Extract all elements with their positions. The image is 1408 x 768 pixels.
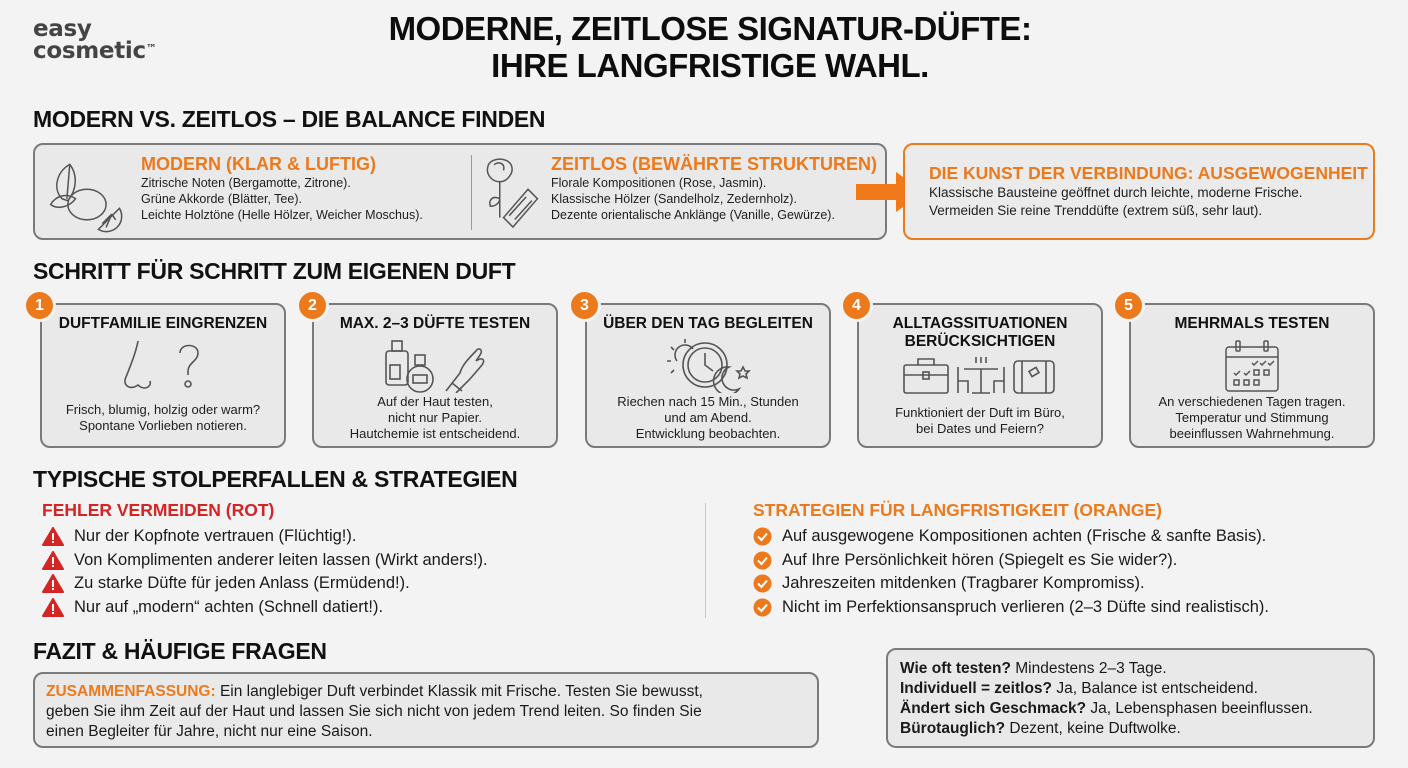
errors-list	[42, 500, 488, 619]
strategy-item	[753, 596, 1269, 620]
strategy-text: Auf ausgewogene Kompositionen achten (Frische & sanfte Basis).	[782, 527, 1267, 546]
kunst-title: DIE KUNST DER VERBINDUNG: AUSGEWOGENHEIT	[929, 163, 1368, 183]
step-badge-4: 4	[843, 292, 870, 319]
rose-wood-icon	[479, 151, 545, 237]
perfume-bottles-wrist-icon	[380, 337, 490, 393]
step-title	[859, 315, 1101, 351]
strategies-list	[753, 500, 1269, 619]
step-card-1	[40, 303, 286, 448]
faq-panel	[886, 648, 1375, 748]
error-item	[42, 525, 488, 549]
warning-triangle-icon	[42, 527, 64, 546]
warning-triangle-icon	[42, 574, 64, 593]
step-title-line2: BERÜCKSICHTIGEN	[904, 333, 1056, 350]
errors-title: FEHLER VERMEIDEN (ROT)	[42, 500, 275, 520]
step-line: und am Abend.	[664, 410, 752, 425]
error-text: Von Komplimenten anderer leiten lassen (Wirkt anders!).	[74, 550, 488, 569]
step-badge-3: 3	[571, 292, 598, 319]
faq-question: Individuell = zeitlos?	[900, 680, 1053, 697]
zeitlos-line: Dezente orientalische Anklänge (Vanille, Gewürze).	[551, 208, 835, 222]
summary-text: geben Sie ihm Zeit auf der Haut und lassen Sie sich nicht von jedem Trend leiten. So finden Sie	[46, 703, 702, 720]
step-card-3	[585, 303, 831, 448]
step-badge-1: 1	[26, 292, 53, 319]
faq-answer: Dezent, keine Duftwolke.	[1005, 720, 1181, 737]
zeitlos-title: ZEITLOS (BEWÄHRTE STRUKTUREN)	[551, 154, 877, 174]
step-line: Temperatur und Stimmung	[1175, 410, 1329, 425]
faq-question: Ändert sich Geschmack?	[900, 700, 1087, 717]
column-divider	[471, 155, 472, 230]
step-card-2	[312, 303, 558, 448]
step-title: DUFTFAMILIE EINGRENZEN	[58, 315, 268, 332]
step-title-line1: ALLTAGSSITUATIONEN	[892, 315, 1068, 332]
step-line: Hautchemie ist entscheidend.	[349, 426, 521, 441]
step-card-4	[857, 303, 1103, 448]
faq-answer: Ja, Balance ist entscheidend.	[1052, 680, 1258, 697]
warning-triangle-icon	[42, 598, 64, 617]
logo-line2: cosmetic	[33, 38, 146, 64]
calendar-checks-icon	[1222, 337, 1282, 393]
brand-logo	[33, 18, 157, 62]
summary-text: Ein langlebiger Duft verbindet Klassik mit Frische. Testen Sie bewusst,	[215, 683, 703, 700]
zeitlos-column	[479, 145, 877, 238]
step-line: Funktioniert der Duft im Büro,	[895, 405, 1065, 420]
step-title: MEHRMALS TESTEN	[1174, 315, 1330, 332]
page-title	[300, 10, 1120, 84]
strategy-item	[753, 549, 1269, 573]
check-circle-icon	[753, 527, 772, 546]
step-line: Spontane Vorlieben notieren.	[79, 418, 247, 433]
strategy-text: Nicht im Perfektionsanspruch verlieren (2–3 Düfte sind realistisch).	[782, 597, 1269, 616]
citrus-leaf-icon	[43, 151, 129, 237]
trademark: ™	[145, 42, 157, 55]
step-card-5	[1129, 303, 1375, 448]
faq-question: Wie oft testen?	[900, 660, 1011, 677]
strategies-title: STRATEGIEN FÜR LANGFRISTIGKEIT (ORANGE)	[753, 500, 1162, 520]
faq-item	[900, 679, 1373, 699]
section-heading-pitfalls: TYPISCHE STOLPERFALLEN & STRATEGIEN	[33, 466, 518, 492]
title-line1: MODERNE, ZEITLOSE SIGNATUR-DÜFTE:	[388, 10, 1032, 47]
step-title: ÜBER DEN TAG BEGLEITEN	[603, 315, 813, 332]
step-line: nicht nur Papier.	[388, 410, 482, 425]
logo-line1: easy	[33, 16, 92, 42]
zeitlos-line: Florale Kompositionen (Rose, Jasmin).	[551, 176, 767, 190]
kunst-line: Klassische Bausteine geöffnet durch leichte, moderne Frische.	[929, 185, 1303, 200]
title-line2: IHRE LANGFRISTIGE WAHL.	[491, 47, 929, 84]
step-title: MAX. 2–3 DÜFTE TESTEN	[339, 315, 531, 332]
check-circle-icon	[753, 598, 772, 617]
summary-panel	[33, 672, 819, 748]
section-heading-balance: MODERN VS. ZEITLOS – DIE BALANCE FINDEN	[33, 106, 546, 132]
faq-answer: Ja, Lebensphasen beeinflussen.	[1086, 700, 1313, 717]
faq-question: Bürotauglich?	[900, 720, 1006, 737]
section-heading-fazit: FAZIT & HÄUFIGE FRAGEN	[33, 638, 327, 664]
step-line: Auf der Haut testen,	[377, 394, 493, 409]
check-circle-icon	[753, 574, 772, 593]
clock-sun-moon-icon	[663, 337, 753, 393]
error-item	[42, 549, 488, 573]
step-badge-2: 2	[299, 292, 326, 319]
modern-line: Leichte Holztöne (Helle Hölzer, Weicher Moschus).	[141, 208, 423, 222]
step-line: beeinflussen Wahrnehmung.	[1169, 426, 1335, 441]
kunst-panel	[903, 143, 1375, 240]
modern-title: MODERN (KLAR & LUFTIG)	[141, 154, 376, 174]
error-item	[42, 596, 488, 620]
kunst-line: Vermeiden Sie reine Trenddüfte (extrem süß, sehr laut).	[929, 203, 1263, 218]
strategy-item	[753, 525, 1269, 549]
error-text: Zu starke Düfte für jeden Anlass (Ermüdend!).	[74, 574, 410, 593]
error-text: Nur der Kopfnote vertrauen (Flüchtig!).	[74, 527, 357, 546]
faq-item	[900, 659, 1373, 679]
step-badge-5: 5	[1115, 292, 1142, 319]
nose-question-icon	[118, 337, 208, 393]
modern-column	[43, 145, 423, 238]
step-line: Riechen nach 15 Min., Stunden	[617, 394, 799, 409]
faq-answer: Mindestens 2–3 Tage.	[1010, 660, 1167, 677]
summary-text: einen Begleiter für Jahre, nicht nur eine Saison.	[46, 723, 373, 740]
modern-zeitlos-panel	[33, 143, 887, 240]
section-heading-steps: SCHRITT FÜR SCHRITT ZUM EIGENEN DUFT	[33, 258, 516, 284]
faq-item	[900, 719, 1373, 739]
warning-triangle-icon	[42, 551, 64, 570]
column-divider	[705, 503, 706, 618]
error-text: Nur auf „modern“ achten (Schnell datiert!).	[74, 597, 384, 616]
modern-line: Grüne Akkorde (Blätter, Tee).	[141, 192, 302, 206]
check-circle-icon	[753, 551, 772, 570]
strategy-text: Auf Ihre Persönlichkeit hören (Spiegelt es Sie wider?).	[782, 550, 1178, 569]
strategy-text: Jahreszeiten mitdenken (Tragbarer Kompromiss).	[782, 574, 1145, 593]
strategy-item	[753, 572, 1269, 596]
zeitlos-line: Klassische Hölzer (Sandelholz, Zedernholz).	[551, 192, 797, 206]
briefcase-table-suitcase-icon	[902, 355, 1058, 395]
step-line: Entwicklung beobachten.	[635, 426, 781, 441]
faq-item	[900, 699, 1373, 719]
modern-line: Zitrische Noten (Bergamotte, Zitrone).	[141, 176, 351, 190]
step-line: Frisch, blumig, holzig oder warm?	[65, 402, 261, 417]
step-line: An verschiedenen Tagen tragen.	[1158, 394, 1346, 409]
error-item	[42, 572, 488, 596]
summary-label: ZUSAMMENFASSUNG:	[46, 683, 216, 700]
step-line: bei Dates und Feiern?	[916, 421, 1044, 436]
